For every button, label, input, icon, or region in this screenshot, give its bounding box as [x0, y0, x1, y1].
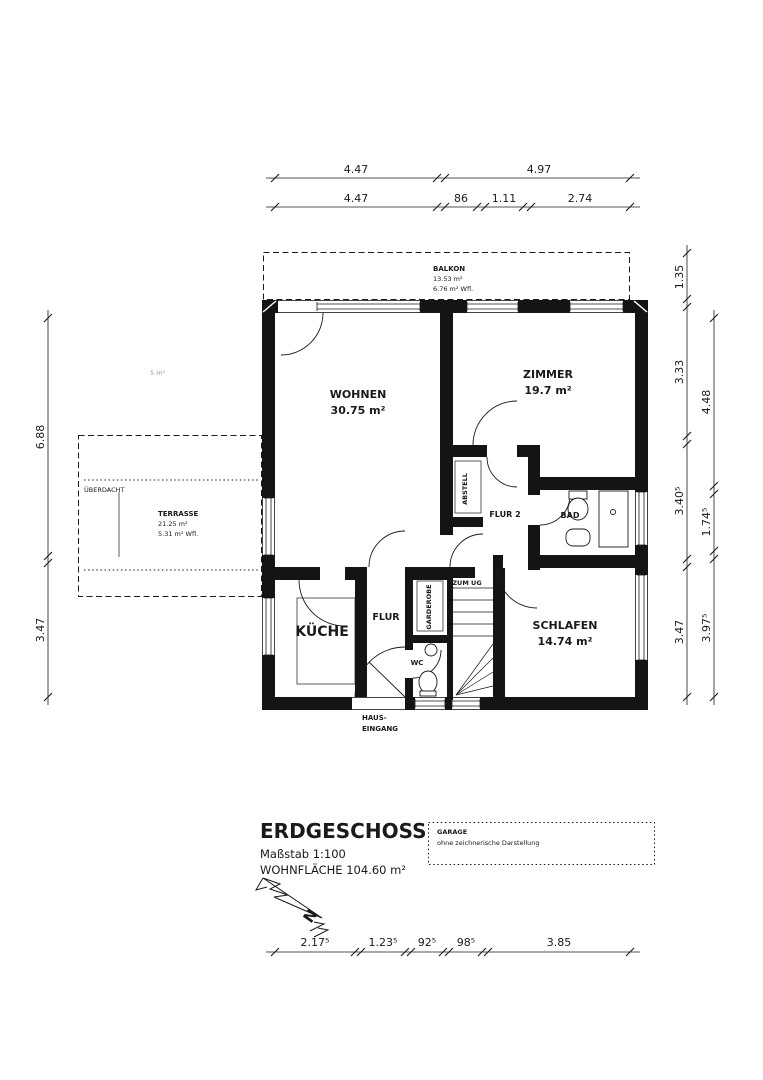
kueche-label: KÜCHE: [295, 624, 349, 640]
dim-bot-2175: 2.17⁵: [300, 936, 330, 949]
living-area-label: WOHNFLÄCHE 104.60 m²: [260, 863, 406, 877]
north-arrow: [256, 878, 328, 937]
dim-ri-135: 1.35: [673, 264, 686, 290]
roof-area-label: 5 m²: [150, 369, 166, 377]
dim-bot-1235: 1.23⁵: [368, 936, 398, 949]
terrace-outline: [79, 369, 262, 597]
schlafen-area: 14.74 m²: [537, 635, 593, 648]
bath-sink: [566, 529, 590, 546]
title-block: [260, 819, 426, 877]
dim-ri-347: 3.47: [673, 619, 686, 645]
dim-top2-274: 2.74: [567, 192, 593, 205]
dim-top1-497: 4.97: [526, 163, 552, 176]
haus-eingang-line1: HAUS-: [362, 714, 387, 722]
dim-top2-447: 4.47: [343, 192, 369, 205]
abstell-label: ABSTELL: [461, 473, 469, 505]
ueberdacht-label: ÜBERDACHT: [84, 486, 125, 494]
terrasse-label: TERRASSE: [158, 510, 199, 518]
wohnen-area: 30.75 m²: [330, 404, 386, 417]
garage-label: GARAGE: [437, 828, 468, 836]
balkon-area-wfl: 6.76 m² Wfl.: [433, 285, 474, 293]
page-title: ERDGESCHOSS: [260, 819, 427, 843]
dim-top2-111: 1.11: [491, 192, 517, 205]
stairs: [453, 588, 493, 695]
wc-label: WC: [410, 659, 424, 667]
garage-note-box: [429, 823, 655, 865]
dim-left-688: 6.88: [34, 424, 47, 450]
scale-label: Maßstab 1:100: [260, 847, 346, 861]
north-letter: N: [299, 905, 322, 927]
zum-ug-label: ZUM UG: [452, 579, 482, 587]
flur2-label: FLUR 2: [489, 510, 521, 519]
dim-ro-448: 4.48: [700, 389, 713, 415]
schlafen-label: SCHLAFEN: [532, 619, 598, 632]
balkon-area: 13.53 m²: [433, 275, 463, 283]
dim-ro-1745: 1.74⁵: [700, 507, 713, 537]
dim-ri-333: 3.33: [673, 359, 686, 385]
balcony-outline: [264, 253, 630, 300]
zimmer-area: 19.7 m²: [524, 384, 572, 397]
dim-top2-86: 86: [454, 192, 468, 205]
bad-label: BAD: [560, 511, 580, 520]
dim-bot-385: 3.85: [546, 936, 572, 949]
garage-note: ohne zeichnerische Darstellung: [437, 839, 540, 847]
bath-shower: [599, 491, 628, 547]
dim-bot-985: 98⁵: [456, 936, 476, 949]
interior-walls: [275, 313, 648, 710]
kitchen-counter: [297, 598, 355, 684]
dim-left-347: 3.47: [34, 617, 47, 643]
flur-label: FLUR: [372, 612, 400, 623]
wc-sink: [425, 644, 437, 656]
wc-toilet: [419, 671, 437, 693]
haus-eingang-line2: EINGANG: [362, 725, 399, 733]
wohnen-label: WOHNEN: [329, 388, 387, 401]
terrasse-area-wfl: 5.31 m² Wfl.: [158, 530, 199, 538]
terrasse-area: 21.25 m²: [158, 520, 188, 528]
dim-ri-3405: 3.40⁵: [673, 486, 686, 516]
dim-top1-447: 4.47: [343, 163, 369, 176]
dim-ro-3975: 3.97⁵: [700, 613, 713, 643]
zimmer-label: ZIMMER: [523, 368, 573, 381]
dim-bot-925: 92⁵: [417, 936, 437, 949]
garderobe-label: GARDEROBE: [425, 584, 433, 630]
balkon-label: BALKON: [433, 265, 466, 273]
